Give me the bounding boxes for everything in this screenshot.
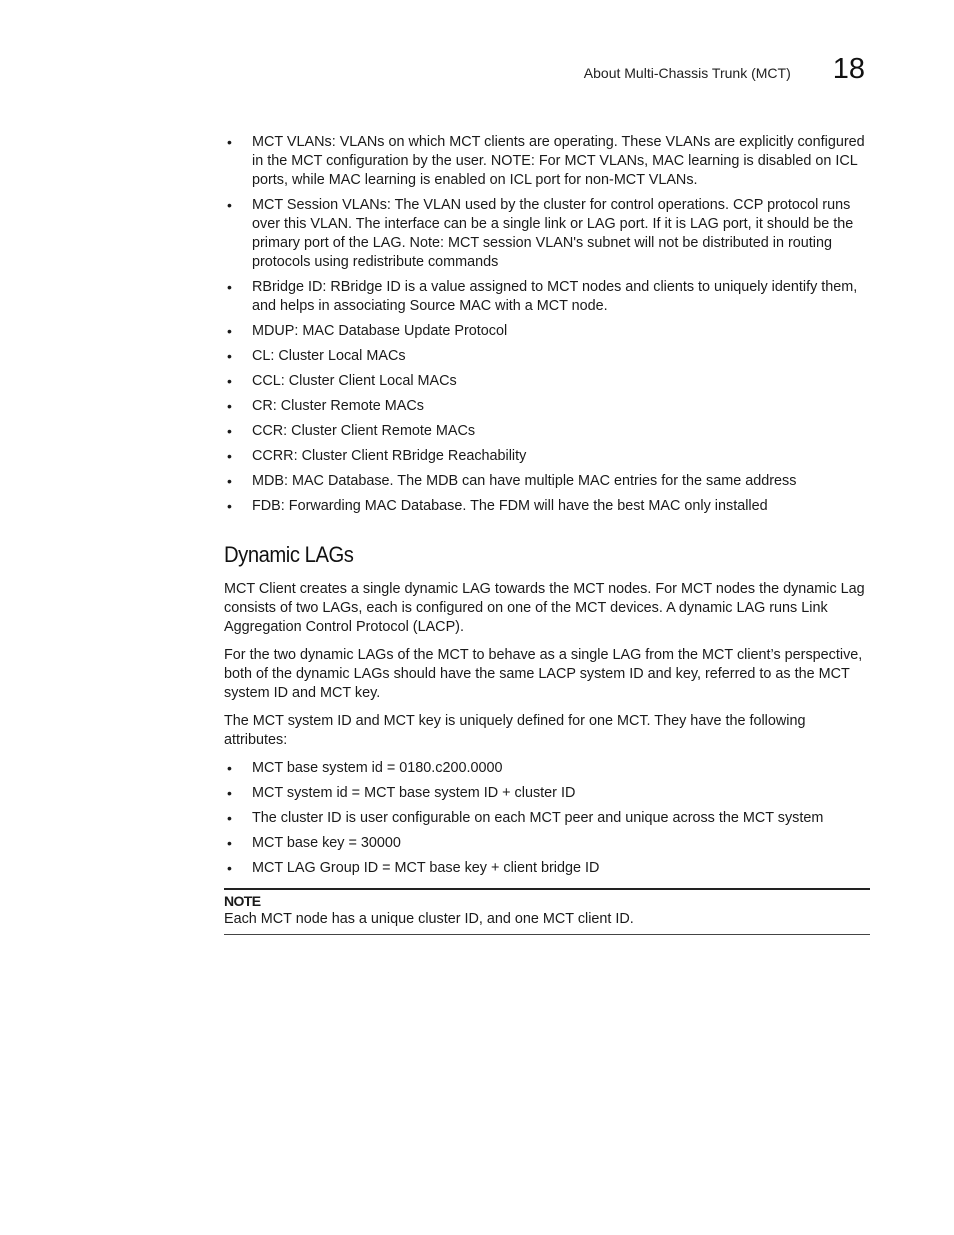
bullet-icon: • [227,760,232,776]
list-item [224,133,870,190]
list-item [224,196,870,272]
note-label: NOTE [224,893,261,909]
bullet-icon: • [227,785,232,801]
list-item-text: CCR: Cluster Client Remote MACs [252,423,476,439]
list-item-text: MCT base key = 30000 [252,835,401,851]
section-heading: Dynamic LAGs [224,542,354,567]
list-item-text: CCL: Cluster Client Local MACs [252,373,457,389]
list-item [224,472,870,491]
list-item-text: MCT system id = MCT base system ID + cluster ID [252,785,576,801]
bullet-icon: • [227,398,232,414]
definitions-list [224,133,870,516]
list-item [224,759,870,778]
list-item-text: MDB: MAC Database. The MDB can have multiple MAC entries for the same address [252,473,797,489]
list-item-text: CR: Cluster Remote MACs [252,398,424,414]
paragraph: For the two dynamic LAGs of the MCT to behave as a single LAG from the MCT client’s perspective, both of the dynamic LAGs should have the same LACP system ID and key, referred to as the MCT system ID and MCT key. [224,647,863,701]
list-item [224,322,870,341]
list-item [224,834,870,853]
list-item [224,347,870,366]
bullet-icon: • [227,279,232,295]
list-item-text: The cluster ID is user configurable on each MCT peer and unique across the MCT system [252,810,824,826]
attributes-list [224,759,870,878]
bullet-icon: • [227,473,232,489]
list-item [224,447,870,466]
bullet-icon: • [227,423,232,439]
bullet-icon: • [227,448,232,464]
note-box [224,888,870,935]
running-header-title: About Multi-Chassis Trunk (MCT) [583,65,791,81]
bullet-icon: • [227,323,232,339]
list-item-text: MCT base system id = 0180.c200.0000 [252,760,503,776]
list-item [224,784,870,803]
list-item [224,397,870,416]
list-item-text: RBridge ID: RBridge ID is a value assigned to MCT nodes and clients to uniquely identify them, and helps in associating Source MAC with a MCT node. [252,279,858,314]
page-content [224,133,870,935]
paragraph: MCT Client creates a single dynamic LAG towards the MCT nodes. For MCT nodes the dynamic Lag consists of two LAGs, each is configured on one of the MCT devices. A dynamic LAG runs Link Aggregation Control Protocol (LACP). [224,581,865,635]
bullet-icon: • [227,134,232,150]
list-item [224,422,870,441]
bullet-icon: • [227,835,232,851]
list-item-text: MCT VLANs: VLANs on which MCT clients are operating. These VLANs are explicitly configured in the MCT configuration by the user. NOTE: For MCT VLANs, MAC learning is disabled on ICL ports, while MAC learning is enabled on ICL port for non-MCT VLANs. [252,134,865,188]
bullet-icon: • [227,373,232,389]
note-text: Each MCT node has a unique cluster ID, and one MCT client ID. [224,911,634,927]
list-item-text: MCT LAG Group ID = MCT base key + client bridge ID [252,860,600,876]
bullet-icon: • [227,498,232,514]
bullet-icon: • [227,348,232,364]
list-item-text: CL: Cluster Local MACs [252,348,406,364]
list-item [224,278,870,316]
list-item [224,859,870,878]
list-item-text: MDUP: MAC Database Update Protocol [252,323,508,339]
bullet-icon: • [227,810,232,826]
list-item-text: MCT Session VLANs: The VLAN used by the cluster for control operations. CCP protocol runs over this VLAN. The interface can be a single link or LAG port. If it is LAG port, it should be the primary port of the LAG. Note: MCT session VLAN's subnet will not be distributed in routing protocols using redistribute commands [252,197,854,270]
list-item [224,497,870,516]
list-item-text: CCRR: Cluster Client RBridge Reachability [252,448,527,464]
list-item-text: FDB: Forwarding MAC Database. The FDM will have the best MAC only installed [252,498,768,514]
page-header [584,55,865,84]
paragraph: The MCT system ID and MCT key is uniquely defined for one MCT. They have the following attributes: [224,713,806,748]
bullet-icon: • [227,860,232,876]
list-item [224,372,870,391]
list-item [224,809,870,828]
chapter-number: 18 [832,53,865,85]
bullet-icon: • [227,197,232,213]
